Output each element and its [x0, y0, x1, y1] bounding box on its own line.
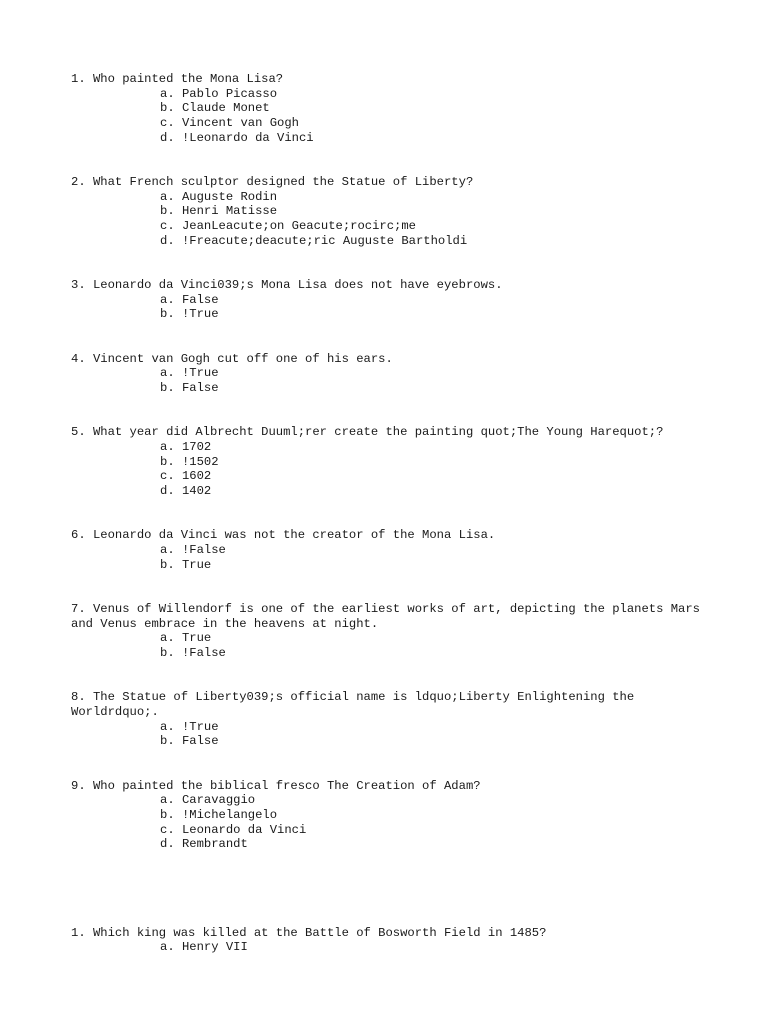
answer-option: c. Vincent van Gogh	[160, 116, 299, 131]
answer-option: c. JeanLeacute;on Geacute;rocirc;me	[160, 219, 416, 234]
answer-option: d. !Leonardo da Vinci	[160, 130, 314, 145]
answer-option: a. True	[160, 631, 212, 646]
section-gap	[71, 882, 711, 926]
answer-option: d. !Freacute;deacute;ric Auguste Bartholdi	[160, 233, 468, 248]
answer-option: b. !False	[160, 645, 226, 660]
question-block	[71, 779, 711, 853]
quiz-document	[71, 72, 711, 984]
question-block	[71, 352, 711, 396]
question-block	[71, 175, 711, 249]
answer-option: a. Henry VII	[160, 940, 248, 955]
quiz-section	[71, 72, 711, 852]
question-text: 9. Who painted the biblical fresco The Creation of Adam?	[71, 778, 481, 793]
question-text: 1. Who painted the Mona Lisa?	[71, 72, 284, 86]
question-block	[71, 278, 711, 322]
answer-option: a. Pablo Picasso	[160, 86, 278, 101]
answer-option: a. !True	[160, 366, 219, 381]
answer-option: c. Leonardo da Vinci	[160, 822, 307, 837]
question-text: 5. What year did Albrecht Duuml;rer create the painting quot;The Young Harequot;?	[71, 425, 664, 440]
question-text: 8. The Statue of Liberty039;s official name is ldquo;Liberty Enlightening the Worldrdquo;.	[71, 690, 642, 719]
answer-option: d. Rembrandt	[160, 837, 248, 852]
answer-option: b. !True	[160, 307, 219, 322]
question-text: 1. Which king was killed at the Battle of Bosworth Field in 1485?	[71, 925, 547, 940]
answer-option: d. 1402	[160, 484, 212, 499]
question-text: 4. Vincent van Gogh cut off one of his ears.	[71, 351, 393, 366]
answer-option: b. !1502	[160, 454, 219, 469]
answer-option: b. False	[160, 734, 219, 749]
answer-option: a. !True	[160, 719, 219, 734]
answer-option: c. 1602	[160, 469, 212, 484]
answer-option: b. False	[160, 381, 219, 396]
answer-option: a. Caravaggio	[160, 793, 256, 808]
question-block	[71, 72, 711, 146]
question-block	[71, 528, 711, 572]
answer-option: b. True	[160, 557, 212, 572]
quiz-section	[71, 926, 711, 955]
answer-option: b. !Michelangelo	[160, 807, 278, 822]
answer-option: a. !False	[160, 542, 226, 557]
answer-option: a. 1702	[160, 439, 212, 454]
question-text: 2. What French sculptor designed the Statue of Liberty?	[71, 175, 474, 190]
question-block	[71, 690, 711, 749]
question-block	[71, 425, 711, 499]
question-text: 3. Leonardo da Vinci039;s Mona Lisa does not have eyebrows.	[71, 278, 503, 293]
answer-option: a. Auguste Rodin	[160, 189, 278, 204]
question-block	[71, 602, 711, 661]
question-text: 7. Venus of Willendorf is one of the earliest works of art, depicting the planets Mars and Venus embrace in the heavens at night.	[71, 601, 708, 631]
answer-option: b. Claude Monet	[160, 101, 270, 116]
question-text: 6. Leonardo da Vinci was not the creator of the Mona Lisa.	[71, 528, 496, 543]
answer-option: b. Henri Matisse	[160, 204, 278, 219]
question-block	[71, 926, 711, 955]
answer-option: a. False	[160, 292, 219, 307]
